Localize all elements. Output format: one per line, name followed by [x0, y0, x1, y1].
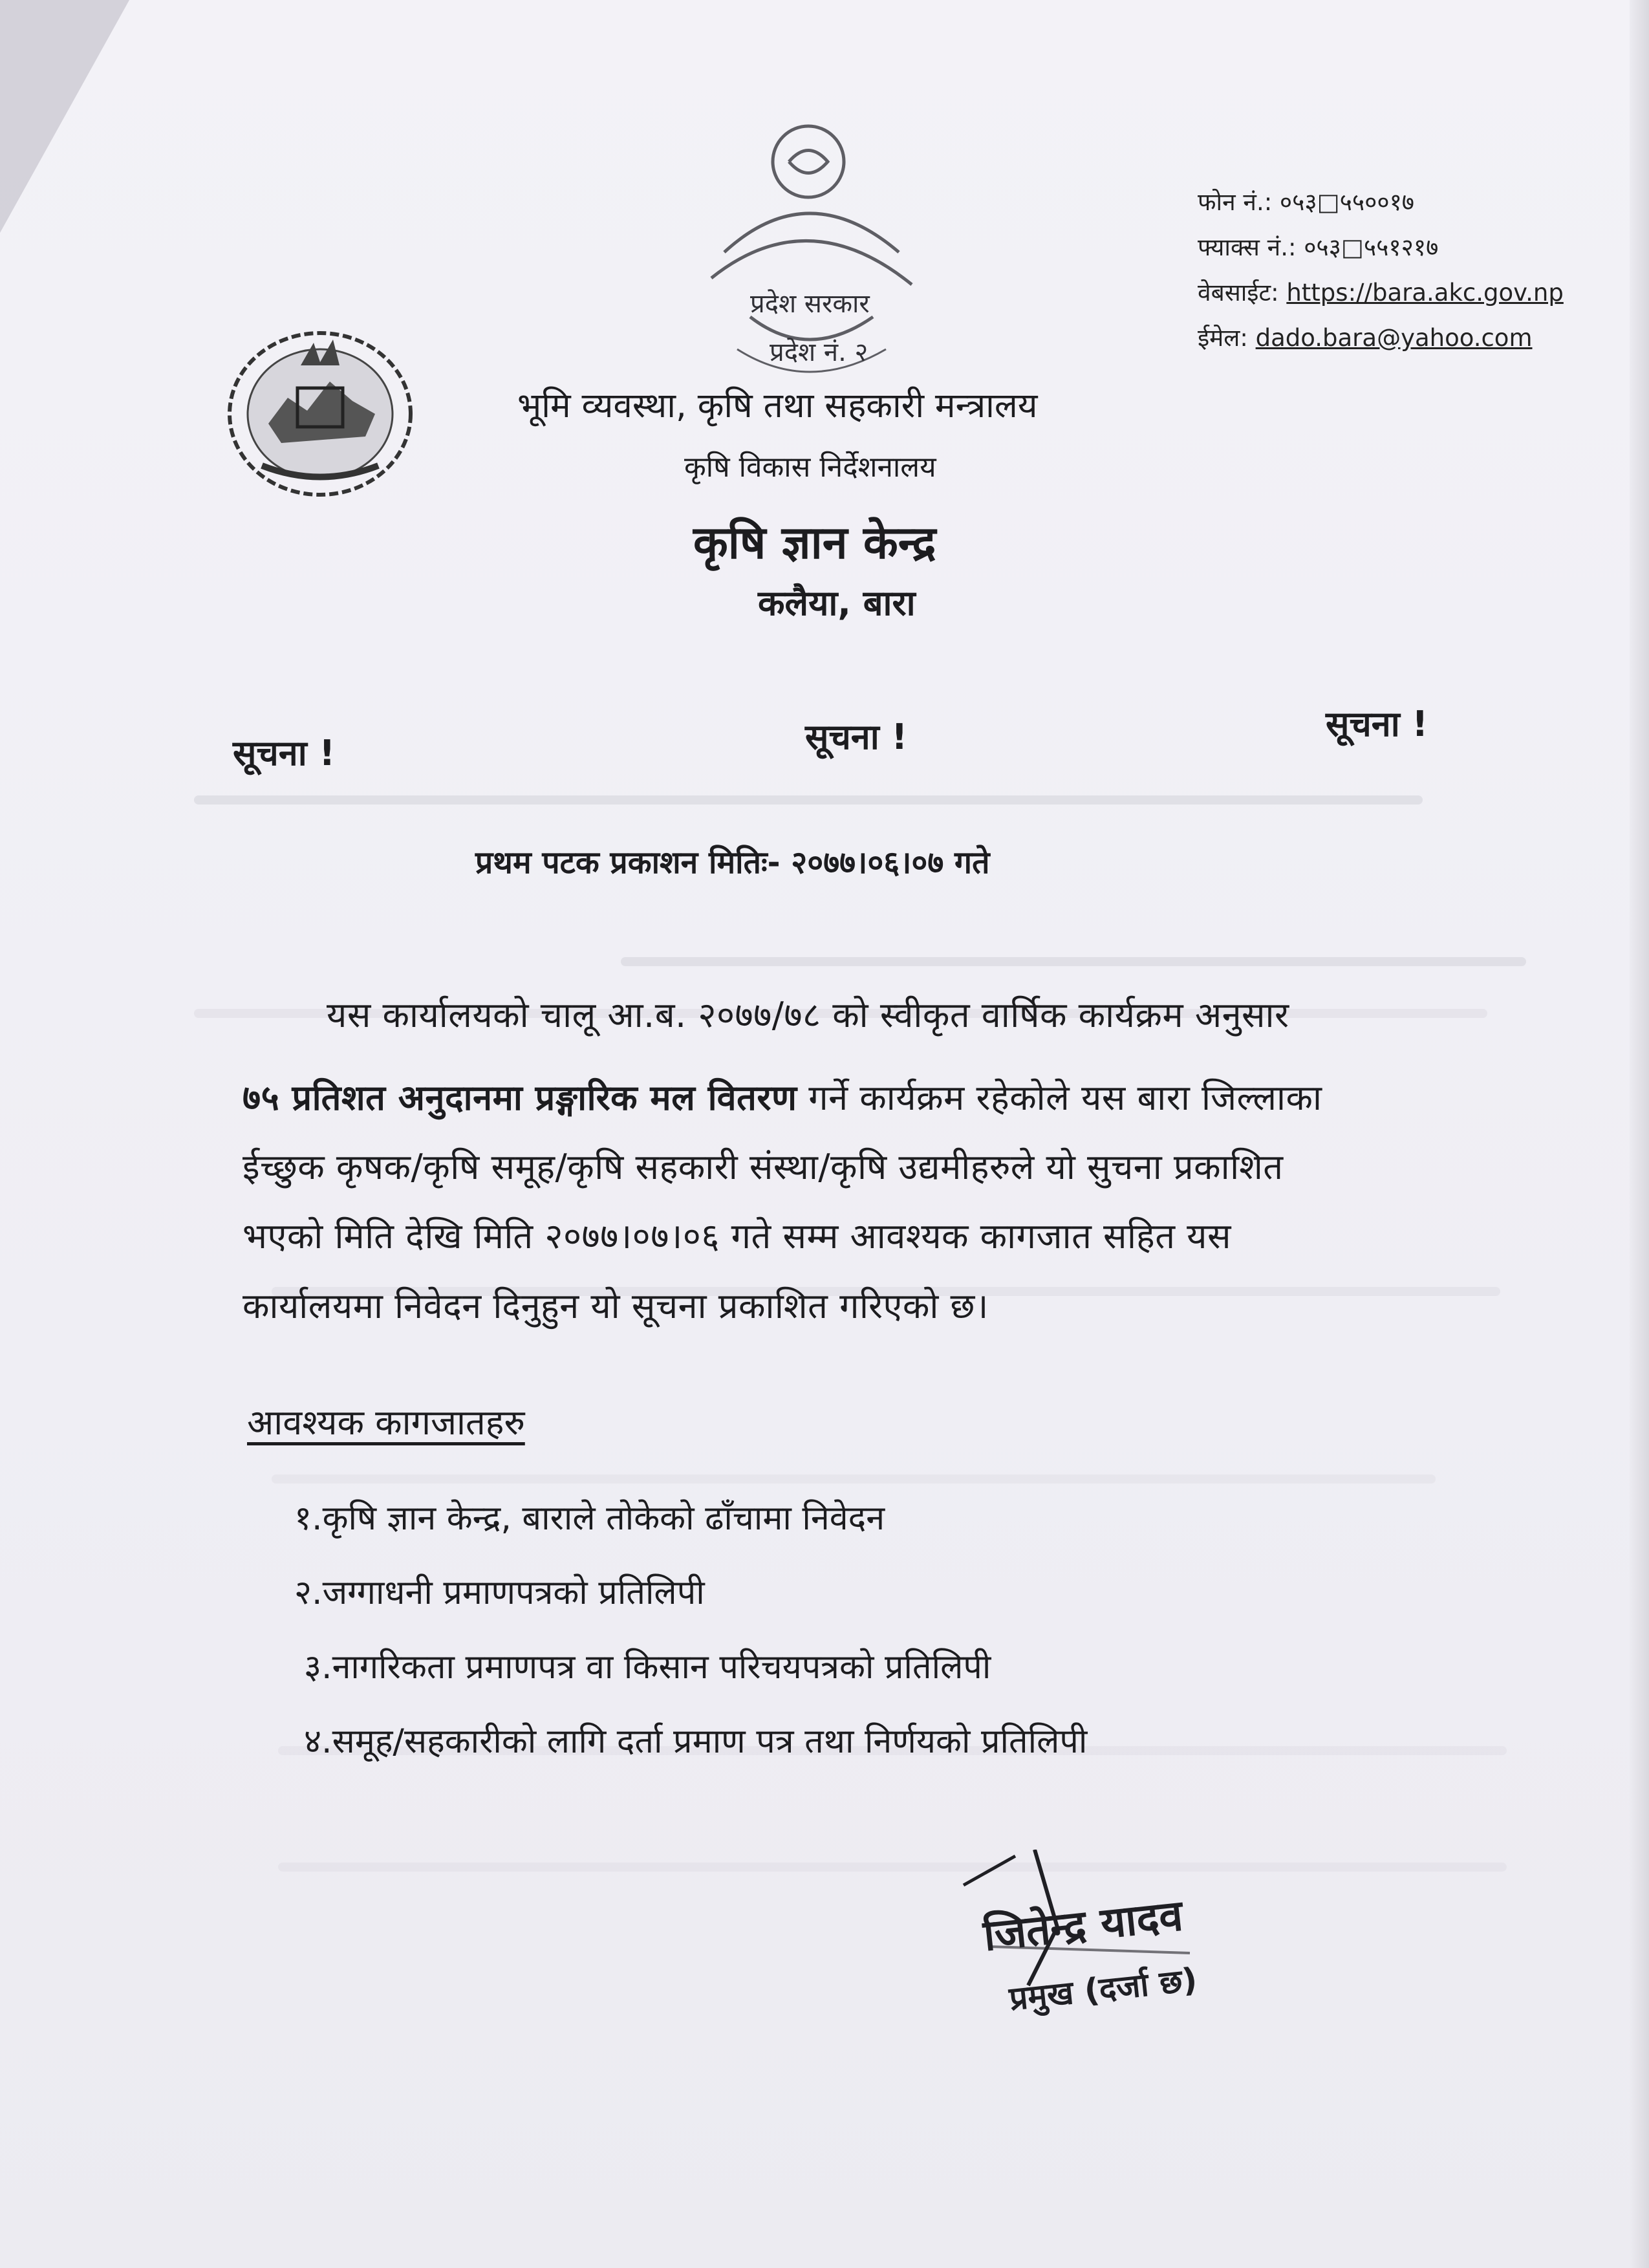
bleed-through-text	[194, 795, 1423, 805]
signatory-name: जितेन्द्र यादव	[981, 1890, 1185, 1961]
notice-heading-left: सूचना !	[233, 733, 336, 773]
bleed-through-text	[621, 957, 1526, 966]
notice-heading-right: सूचना !	[1326, 704, 1428, 744]
bleed-through-text	[272, 1474, 1436, 1484]
requirement-item: १.कृषि ज्ञान केन्द्र, बाराले तोकेको ढाँचामा निवेदन	[294, 1499, 885, 1538]
bleed-through-text	[278, 1863, 1507, 1872]
body-line-5: कार्यालयमा निवेदन दिनुहुन यो सूचना प्रकाशित गरिएको छ।	[242, 1286, 989, 1326]
publication-date: प्रथम पटक प्रकाशन मितिः- २०७७।०६।०७ गते	[475, 845, 990, 881]
fax-number: फ्याक्स नं.: ०५३□५५१२१७	[1198, 233, 1439, 261]
body-line-2-rest: गर्ने कार्यक्रम रहेकोले यस बारा जिल्लाका	[797, 1077, 1322, 1118]
requirement-item: ४.समूह/सहकारीको लागि दर्ता प्रमाण पत्र तथा निर्णयको प्रतिलिपी	[304, 1722, 1088, 1761]
stamp-text-line2: प्रदेश नं. २	[770, 338, 868, 367]
website-row	[1198, 275, 1564, 308]
requirement-item: २.जग्गाधनी प्रमाणपत्रको प्रतिलिपी	[294, 1573, 705, 1612]
folded-corner	[0, 0, 129, 233]
office-name: कृषि ज्ञान केन्द्र	[693, 516, 936, 569]
email-label: ईमेल:	[1198, 324, 1248, 352]
directorate-name: कृषि विकास निर्देशनालय	[684, 451, 936, 484]
email-link[interactable]: dado.bara@yahoo.com	[1255, 324, 1533, 352]
stamp-text-line1: प्रदेश सरकार	[750, 289, 870, 319]
ministry-name: भूमि व्यवस्था, कृषि तथा सहकारी मन्त्रालय	[517, 386, 1038, 426]
page-edge	[1630, 0, 1649, 2268]
body-line-3: ईच्छुक कृषक/कृषि समूह/कृषि सहकारी संस्था/कृषि उद्यमीहरुले यो सुचना प्रकाशित	[242, 1147, 1284, 1187]
phone-number: फोन नं.: ०५३□५५००१७	[1198, 188, 1415, 216]
requirements-heading: आवश्यक कागजातहरु	[247, 1402, 525, 1443]
notice-heading-center: सूचना !	[805, 717, 908, 757]
body-line-2	[242, 1072, 1322, 1120]
office-location: कलैया, बारा	[758, 583, 916, 623]
website-link[interactable]: https://bara.akc.gov.np	[1286, 279, 1564, 307]
requirement-item: ३.नागरिकता प्रमाणपत्र वा किसान परिचयपत्रको प्रतिलिपी	[304, 1648, 991, 1687]
email-row	[1198, 320, 1533, 353]
national-emblem-icon	[223, 327, 417, 501]
body-line-4: भएको मिति देखि मिति २०७७।०७।०६ गते सम्म आवश्यक कागजात सहित यस	[242, 1216, 1231, 1257]
subsidy-highlight: ७५ प्रतिशत अनुदानमा प्रङ्गारिक मल वितरण	[242, 1077, 797, 1118]
body-line-1: यस कार्यालयको चालू आ.ब. २०७७/७८ को स्वीकृत वार्षिक कार्यक्रम अनुसार	[327, 995, 1289, 1035]
signatory-title: प्रमुख (दर्जा छ)	[1007, 1960, 1199, 2018]
website-label: वेबसाईट:	[1198, 279, 1279, 307]
